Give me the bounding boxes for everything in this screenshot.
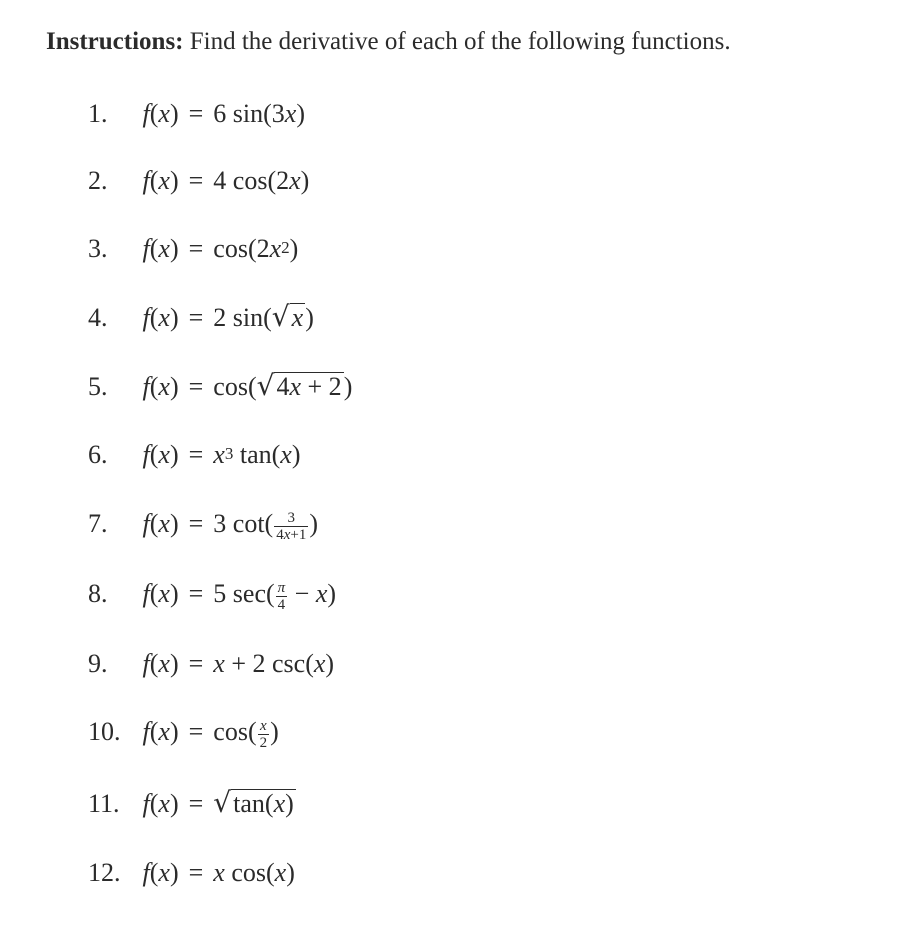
problem-10 — [88, 714, 279, 750]
problem-expression: f(x) = x cos(x) — [142, 858, 295, 887]
problem-4 — [88, 299, 314, 335]
problem-12 — [88, 855, 295, 891]
problem-number: 4. — [88, 303, 108, 332]
problem-6 — [88, 437, 300, 473]
fraction: $\frac{x}{2}$ — [259, 717, 268, 751]
problem-expression: f(x) = cos( $\frac{x}{2}$ ) — [142, 717, 279, 751]
problem-expression: $f(x) = x^3$ tan(x) — [142, 440, 301, 469]
problem-9 — [88, 646, 334, 682]
problem-expression: f(x) = 6 sin(3x) — [142, 99, 306, 128]
problem-expression: $f(x) = \cos(2x^2)$ — [142, 234, 299, 263]
square-root: √tan(x) — [213, 786, 294, 819]
problem-expression: f(x) = 4 cos(2x) — [142, 166, 310, 195]
problem-number: 11. — [88, 789, 120, 818]
problem-1 — [88, 96, 305, 132]
problem-expression: f(x) = 2 sin(√x) — [143, 299, 314, 336]
problem-number: 9. — [88, 649, 108, 678]
problem-expression: f(x) = √tan(x) — [143, 785, 296, 822]
instructions-text: Find the derivative of each of the following functions. — [189, 28, 731, 55]
square-root: √x — [271, 300, 304, 333]
problem-number: 12. — [88, 858, 121, 887]
problem-expression: f(x) = 5 sec( $\frac{\pi}{4}$ − x) — [142, 579, 337, 613]
fraction: $\frac{3}{4x+1}$ — [276, 509, 307, 543]
problem-2 — [88, 163, 309, 199]
problem-11 — [88, 785, 296, 821]
problem-expression: f(x) = cos(√4x + 2) — [143, 368, 353, 405]
problem-number: 1. — [88, 99, 108, 128]
problem-3 — [88, 231, 298, 267]
problem-expression: f(x) = 3 cot( $\frac{3}{4x+1}$ ) — [142, 509, 319, 543]
fraction: $\frac{\pi}{4}$ — [277, 579, 286, 613]
problem-number: 3. — [88, 234, 108, 263]
problem-number: 8. — [88, 579, 108, 608]
instructions — [46, 24, 731, 60]
problem-number: 7. — [88, 509, 108, 538]
square-root: √4x + 2 — [256, 369, 342, 402]
problem-number: 6. — [88, 440, 108, 469]
problem-number: 5. — [88, 372, 108, 401]
problem-number: 10. — [88, 717, 121, 746]
problem-expression: f(x) = x + 2 csc(x) — [142, 649, 335, 678]
problem-8 — [88, 576, 336, 612]
problem-7 — [88, 506, 318, 542]
instructions-label: Instructions: — [46, 28, 184, 55]
problem-5 — [88, 368, 352, 404]
problem-number: 2. — [88, 166, 108, 195]
